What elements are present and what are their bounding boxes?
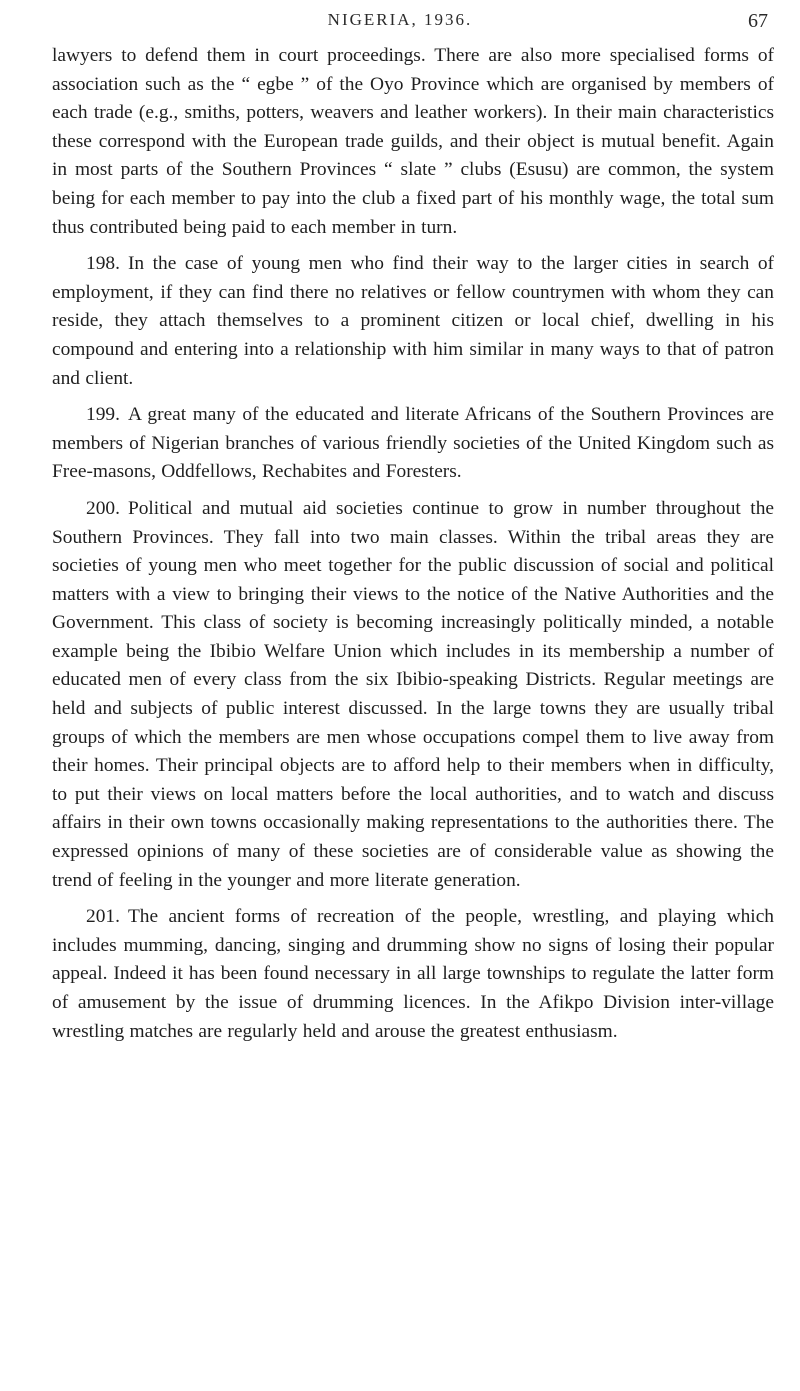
paragraph-number: 200. [86,497,120,519]
page-number: 67 [748,10,768,32]
running-title: NIGERIA, 1936. [327,10,473,29]
paragraph-text: A great many of the educated and literate Africans of the Southern Provinces are members of Nigerian branches of various friendly societies of the United Kingdom such as Free-masons, Oddfellows, Rechabites and Foresters. [52,404,774,483]
paragraph-text: lawyers to defend them in court proceedings. There are also more specialised forms of association such as the “ egbe ” of the Oyo Province which are organised by members of each trade (e.g., smiths, potters, weavers and leather workers). In their main characteristics these correspond with the European trade guilds, and their object is mutual benefit. Again in most parts of the Southern Provinces “ slate ” clubs (Esusu) are common, the system being for each member to pay into the club a fixed part of his monthly wage, the total sum thus contributed being paid to each member in turn. [52,45,774,238]
page-header [0,10,800,40]
paragraph-number: 199. [86,404,120,426]
paragraph-198 [52,250,774,393]
paragraph-text: The ancient forms of recreation of the people, wrestling, and playing which includes mumming, dancing, singing and drumming show no signs of losing their popular appeal. Indeed it has been found necessary in all large townships to regulate the latter form of amusement by the issue of drumming licences. In the Afikpo Division inter-village wrestling matches are regularly held and arouse the greatest enthusiasm. [52,906,774,1042]
paragraph-200 [52,495,774,895]
body-text [52,42,774,1054]
paragraph-text: In the case of young men who find their way to the larger cities in search of employment, if they can find there no relatives or fellow countrymen with whom they can reside, they attach themselves to a prominent citizen or local chief, dwelling in his compound and entering into a relationship with him similar in many ways to that of patron and client. [52,253,774,389]
paragraph-continued [52,42,774,242]
paragraph-text: Political and mutual aid societies continue to grow in number throughout the Southern Provinces. They fall into two main classes. Within the tribal areas they are societies of young men who meet together for the public discussion of social and political matters with a view to bringing their views to the notice of the Native Authorities and the Government. This class of society is becoming increasingly politically minded, a notable example being the Ibibio Welfare Union which includes in its membership a number of educated men of every class from the six Ibibio-speaking Districts. Regular meetings are held and subjects of public interest discussed. In the large towns they are usually tribal groups of which the members are men whose occupations compel them to live away from their homes. Their principal objects are to afford help to their members when in difficulty, to put their views on local matters before the local authorities, and to watch and discuss affairs in their own towns occasionally making representations to the authorities there. The expressed opinions of many of these societies are of considerable value as showing the trend of feeling in the younger and more literate generation. [52,497,774,891]
paragraph-201 [52,903,774,1046]
paragraph-number: 201. [86,906,120,928]
paragraph-199 [52,401,774,487]
paragraph-number: 198. [86,253,120,275]
